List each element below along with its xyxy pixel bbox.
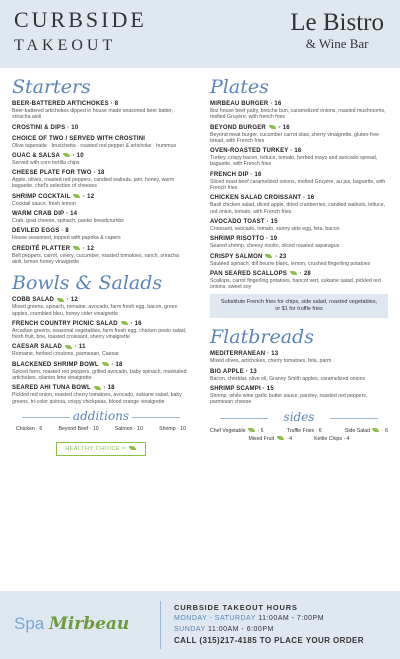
- price-separator: ·: [72, 344, 79, 351]
- side-item-price: 6: [385, 427, 388, 434]
- price-separator: ·: [243, 368, 250, 375]
- right-column: [210, 76, 388, 443]
- header-banner: [0, 0, 400, 68]
- menu-item-name-line: [12, 210, 190, 218]
- restaurant-logo: [290, 10, 384, 51]
- menu-item-description: Cocktail sauce, fresh lemon: [12, 200, 76, 207]
- menu-item-name-line: [12, 124, 190, 132]
- menu-item-description: Seared shrimp, cheesy risotto, sliced roasted asparagus: [210, 243, 340, 250]
- menu-item-price: 13: [249, 368, 257, 375]
- leaf-icon: [290, 271, 297, 275]
- price-separator: ·: [265, 351, 272, 358]
- menu-item-price: 12: [87, 193, 95, 200]
- leaf-icon: [269, 125, 276, 129]
- price-separator: ·: [64, 297, 71, 304]
- menu-item-description: Olive tapenade · bruschetta · roasted red pepper & artichoke · hummus: [12, 142, 177, 149]
- price-separator: ·: [81, 245, 88, 252]
- menu-item-name: PAN SEARED SCALLOPS: [210, 270, 288, 277]
- menu-item-description: Served with corn tortilla chips: [12, 159, 80, 166]
- hours-sunday: [174, 624, 394, 635]
- flatbreads-title: Flatbreads: [210, 326, 314, 349]
- price-separator: ·: [314, 427, 319, 434]
- menu-item-description: Arcadian greens, seasonal vegetables, farm fresh egg, chicken pesto salad, fresh fruit, brie, toasted croissant, sherry vinaigrette: [12, 327, 187, 341]
- menu-item-description: Bell peppers, carrot, celery, cucumber, roasted tomatoes, ranch, sriracha aioli, lemon honey vinaigrette: [12, 252, 179, 265]
- menu-item-price: 15: [270, 218, 278, 225]
- price-separator: ·: [91, 170, 98, 177]
- menu-item-description: Croissant, avocado, tomato, sunny side egg, feta, bacon: [210, 225, 340, 232]
- price-separator: ·: [64, 211, 71, 218]
- menu-item-description: Scallops, carrot fingerling potatoes, haricot vert, sukiane salad, pickled red onions, sweet soy: [210, 277, 381, 291]
- price-separator: ·: [70, 152, 77, 159]
- menu-item-name: BEER-BATTERED ARTICHOKES: [12, 101, 109, 107]
- additions-list: [12, 426, 190, 432]
- menu-item-name: FRENCH DIP: [210, 171, 249, 178]
- leaf-icon: [73, 194, 80, 198]
- sides-grid: [210, 427, 388, 443]
- menu-item-description: Shrimp, white wine garlic butter sauce, parsley, roasted red peppers, parmesan cheese: [210, 393, 368, 406]
- menu-item-price: 8: [114, 101, 119, 107]
- menu-item-name-line: [210, 171, 388, 179]
- menu-item-description: Pickled red onion, roasted cherry tomatoes, avocado, sukiane salad, baby greens, tri-color quinoa, crispy chickpeas, blood orange vinaigrette: [12, 392, 182, 405]
- menu-item-name: CHEESE PLATE FOR TWO: [12, 170, 92, 177]
- leaf-icon: [129, 446, 136, 450]
- menu-item-name: BIG APPLE: [210, 368, 244, 375]
- price-separator: ·: [81, 193, 88, 200]
- menu-item-name-line: [210, 270, 388, 278]
- menu-item: [12, 320, 190, 341]
- takeout-hours: [174, 602, 394, 647]
- menu-item-price: 16: [274, 101, 282, 107]
- menu-item: [12, 210, 190, 224]
- side-item: [248, 435, 292, 443]
- price-separator: ·: [260, 386, 267, 393]
- bowls-list: [12, 296, 190, 405]
- flatbreads-list: [210, 350, 388, 405]
- menu-item-name: BLACKENED SHRIMP BOWL: [12, 361, 99, 368]
- menu-item-price: 8: [65, 228, 69, 235]
- menu-item: [210, 171, 388, 192]
- menu-item-price: 10: [76, 152, 84, 159]
- menu-item-price: 16: [307, 195, 315, 202]
- menu-item: [12, 227, 190, 241]
- price-separator: ·: [288, 148, 295, 155]
- menu-item-name: MIRBEAU BURGER: [210, 101, 269, 107]
- side-item-price: 4: [346, 435, 350, 442]
- price-separator: ·: [65, 124, 72, 131]
- side-item-price: 6: [318, 427, 322, 434]
- menu-item: [210, 253, 388, 267]
- menu-item-name: GUAC & SALSA: [12, 152, 60, 159]
- menu-item-description: House seasoned, topped with paprika & capers: [12, 235, 121, 242]
- menu-item-name-line: [12, 152, 190, 160]
- addition-item: Chicken · 6: [16, 425, 43, 432]
- menu-item-name-line: [210, 350, 388, 358]
- menu-item-name: CHICKEN SALAD CROISSANT: [210, 195, 302, 202]
- menu-item-price: 13: [271, 351, 279, 358]
- side-item-name: Chef Vegetable: [210, 427, 246, 434]
- side-item: [314, 435, 350, 443]
- menu-item-name: DEVILED EGGS: [12, 228, 60, 235]
- menu-item-name-line: [12, 320, 190, 328]
- menu-item-description: Sautéed spinach, dill beurre blanc, lemon, crushed fingerling potatoes: [210, 260, 371, 267]
- menu-item-name-line: [210, 385, 388, 393]
- menu-item-description: Mixed greens, spinach, romaine, avocado, farm fresh egg, bacon, green apples, crumbled bleu, honey cider vinaigrette: [12, 304, 178, 317]
- menu-item-price: 19: [270, 236, 278, 243]
- menu-item: [210, 124, 388, 145]
- side-item-name: Truffle Fries: [286, 427, 315, 434]
- side-item-name: Side Salad: [344, 427, 371, 434]
- menu-item-name: OVEN-ROASTED TURKEY: [210, 148, 289, 155]
- menu-item: [12, 361, 190, 382]
- menu-item-description: Turkey, crispy bacon, lettuce, tomato, herbed mayo and avocado spread, baguette, with French fries: [210, 155, 378, 168]
- menu-item-name-line: [12, 343, 190, 351]
- left-column: [12, 76, 190, 456]
- sunday-hours: 11:00AM - 6:00PM: [207, 626, 274, 633]
- leaf-icon: [121, 321, 128, 325]
- menu-item: [210, 235, 388, 249]
- menu-item-price: 16: [294, 148, 302, 155]
- leaf-icon: [65, 345, 72, 349]
- menu-item-name: CREDITÉ PLATTER: [12, 245, 71, 252]
- price-separator: ·: [255, 427, 261, 434]
- hours-title: CURBSIDE TAKEOUT HOURS: [174, 603, 298, 612]
- price-separator: ·: [284, 435, 290, 442]
- menu-item: [12, 100, 190, 121]
- spa-logo: [14, 614, 129, 634]
- menu-item-name: CROSTINI & DIPS: [12, 124, 66, 131]
- starters-title: Starters: [12, 76, 91, 98]
- menu-item-name: SEARED AHI TUNA BOWL: [12, 385, 91, 392]
- menu-item-price: 18: [115, 361, 123, 368]
- menu-item: [210, 100, 388, 121]
- menu-item-name-line: [12, 245, 190, 253]
- menu-item-name: AVOCADO TOAST: [210, 218, 265, 225]
- weekday-days: MONDAY - SATURDAY: [174, 615, 256, 622]
- sides-row: [210, 427, 388, 435]
- menu-item-name-line: [12, 193, 190, 201]
- price-separator: ·: [109, 361, 116, 368]
- sunday-days: SUNDAY: [174, 626, 206, 633]
- bowls-title: Bowls & Salads: [12, 272, 163, 295]
- menu-item-price: 15: [266, 386, 274, 393]
- menu-item: [12, 296, 190, 317]
- price-separator: ·: [276, 124, 283, 131]
- menu-item-description: Beer-battered artichokes dipped in house made seasoned beer batter, sriracha aioli: [12, 108, 173, 121]
- menu-item-description: Spiced farro, roasted red peppers, grilled avocado, baby spinach, marinated artichokes, cilantro lime vinaigrette: [12, 368, 187, 382]
- leaf-icon: [248, 428, 255, 432]
- leaf-icon: [102, 362, 109, 366]
- addition-item: Beyond Beef · 10: [58, 425, 99, 432]
- addition-item: Shrimp · 10: [159, 425, 186, 432]
- menu-item: [12, 193, 190, 207]
- menu-item-price: 16: [134, 320, 142, 327]
- menu-item-description: Apple, olives, roasted red peppers, candied walnuts, jam, honey, warm baguette, chef's selection of cheeses: [12, 177, 175, 190]
- leaf-icon: [73, 246, 80, 250]
- menu-item-name: SHRIMP RISOTTO: [210, 236, 265, 243]
- menu-item-name: COBB SALAD: [12, 297, 54, 304]
- plates-list: [210, 100, 388, 290]
- spa-brand: Mirbeau: [48, 614, 130, 634]
- price-separator: ·: [268, 101, 275, 107]
- menu-item-name: WARM CRAB DIP: [12, 211, 65, 218]
- menu-item-price: 14: [70, 211, 78, 218]
- menu-item-name: CHOICE OF TWO / SERVED WITH CROSTINI: [12, 135, 146, 142]
- leaf-icon: [277, 436, 284, 440]
- price-separator: ·: [248, 171, 255, 178]
- menu-item: [12, 169, 190, 190]
- menu-item-name-line: [210, 368, 388, 376]
- leaf-icon: [372, 428, 379, 432]
- side-item: [287, 427, 322, 435]
- menu-item-name-line: [210, 253, 388, 261]
- menu-item-price: 12: [70, 297, 78, 304]
- additions-title: additions: [12, 409, 190, 423]
- price-separator: ·: [264, 236, 271, 243]
- logo-subtitle: & Wine Bar: [305, 36, 369, 51]
- leaf-icon: [57, 298, 64, 302]
- call-to-order: CALL (315)217-4185 TO PLACE YOUR ORDER: [174, 636, 364, 645]
- price-separator: ·: [380, 427, 386, 434]
- menu-item: [12, 124, 190, 132]
- menu-item-price: 16: [254, 171, 262, 178]
- price-separator: ·: [128, 320, 135, 327]
- plates-title: Plates: [210, 76, 269, 98]
- menu-item-name-line: [12, 100, 190, 108]
- menu-item: [210, 147, 388, 168]
- price-separator: ·: [264, 218, 271, 225]
- menu-item-name: SHRIMP COCKTAIL: [12, 193, 71, 200]
- menu-item-description: 8oz house beef patty, brioche bun, caramelized onions, roasted mushrooms, melted Gruyère, with french fries: [210, 108, 386, 121]
- side-item-price: 6: [260, 427, 264, 434]
- menu-item-description: Mixed olives, artichokes, cherry tomatoes, feta, parm: [210, 358, 332, 365]
- menu-item-name-line: [210, 100, 388, 108]
- menu-item-description: Romaine, herbed croutons, parmesan, Caesar: [12, 351, 119, 358]
- substitute-note: Substitute French fries for chips, side salad, roasted vegetables, or $1 for truffle fries: [210, 294, 388, 318]
- price-separator: ·: [297, 270, 304, 277]
- menu-item: [12, 152, 190, 166]
- menu-item-price: 10: [71, 124, 79, 131]
- menu-item: [210, 270, 388, 291]
- menu-item-price: 28: [303, 270, 311, 277]
- menu-item-description: Basil chicken salad, diced apple, dried cranberries, candied walnuts, lettuce, red onion, tomato, with French fries: [210, 202, 386, 215]
- footer-divider: [160, 601, 161, 649]
- side-item: [345, 427, 388, 435]
- starters-list: [12, 100, 190, 265]
- menu-item: [210, 218, 388, 232]
- menu-item: [210, 368, 388, 382]
- menu-item-name-line: [12, 135, 190, 143]
- leaf-icon: [63, 153, 70, 157]
- menu-item-name-line: [210, 124, 388, 132]
- menu-item-name: SHRIMP SCAMPI: [210, 386, 261, 393]
- menu-item-description: Beyond meat burger, cucumber carrot slaw, sherry vinaigrette, gluten-free bread, with French fries: [210, 131, 379, 144]
- hours-weekday: [174, 613, 394, 624]
- leaf-icon: [94, 386, 101, 390]
- menu-item-name: MEDITERRANEAN: [210, 351, 266, 358]
- menu-item-price: 18: [107, 385, 115, 392]
- menu-item-name-line: [210, 194, 388, 202]
- price-separator: ·: [59, 228, 66, 235]
- menu-item-name-line: [12, 227, 190, 235]
- page-subtitle: TAKEOUT: [14, 37, 117, 54]
- menu-item-price: 16: [282, 124, 290, 131]
- price-separator: ·: [108, 101, 115, 107]
- menu-item-name-line: [12, 296, 190, 304]
- menu-item-name-line: [210, 218, 388, 226]
- menu-item: [210, 350, 388, 364]
- menu-item-name-line: [210, 147, 388, 155]
- price-separator: ·: [273, 253, 280, 260]
- price-separator: ·: [301, 195, 308, 202]
- healthy-choice-label: HEALTHY CHOICE =: [65, 445, 126, 452]
- menu-item-price: 18: [97, 170, 105, 177]
- menu-item-price: 11: [78, 344, 86, 351]
- sides-title: sides: [210, 410, 388, 424]
- leaf-icon: [265, 254, 272, 258]
- menu-item-name-line: [12, 384, 190, 392]
- side-item-price: 4: [289, 435, 293, 442]
- sides-row: [210, 435, 388, 443]
- logo-name: Le Bistro: [290, 9, 384, 36]
- menu-item: [210, 194, 388, 215]
- menu-item-price: 12: [87, 245, 95, 252]
- spa-label: Spa: [14, 614, 45, 633]
- healthy-choice-legend: [56, 442, 146, 456]
- price-separator: ·: [101, 385, 108, 392]
- side-item-name: Mixed Fruit: [248, 435, 275, 442]
- menu-item: [12, 135, 190, 149]
- menu-item-description: Crab, goat cheese, spinach, panko breadcrumbs: [12, 218, 124, 225]
- footer-banner: [0, 591, 400, 659]
- menu-item-name: FRENCH COUNTRY PICNIC SALAD: [12, 320, 118, 327]
- menu-item-price: 23: [279, 253, 287, 260]
- menu-item-description: Sliced roast beef caramelized onions, melted Gruyère, au jus, baguette, with French fries: [210, 178, 386, 192]
- menu-item-name-line: [12, 169, 190, 177]
- menu-item-name: CAESAR SALAD: [12, 344, 63, 351]
- menu-item-description: Bacon, cheddar, olive oil, Granny Smith apples, caramelized onions: [210, 375, 366, 382]
- side-item-name: Kettle Chips: [314, 435, 343, 442]
- page-title: CURBSIDE: [14, 7, 147, 32]
- menu-item: [12, 245, 190, 266]
- menu-item-name-line: [210, 235, 388, 243]
- menu-item: [12, 343, 190, 357]
- weekday-hours: 11:00AM - 7:00PM: [258, 615, 325, 622]
- menu-item-name: BEYOND BURGER: [210, 124, 266, 131]
- menu-item-name-line: [12, 361, 190, 369]
- menu-item: [12, 384, 190, 405]
- menu-item-name: CRISPY SALMON: [210, 253, 263, 260]
- price-separator: ·: [342, 435, 347, 442]
- side-item: [210, 427, 263, 435]
- menu-item: [210, 385, 388, 406]
- addition-item: Salmon · 10: [114, 425, 143, 432]
